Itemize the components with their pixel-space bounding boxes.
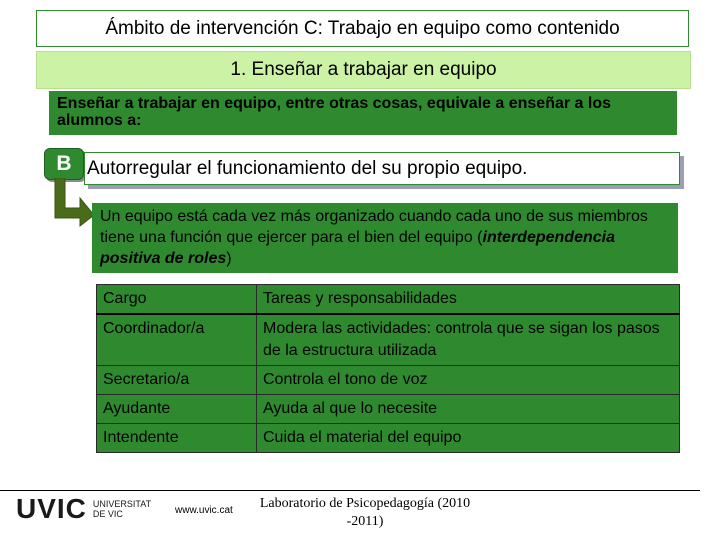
- table-row: [97, 424, 680, 453]
- roles-table: [96, 284, 680, 453]
- description-close-paren: ): [226, 250, 232, 267]
- table-cell-task: Controla el tono de voz: [257, 366, 680, 395]
- description-text: Un equipo está cada vez más organizado cuando cada uno de sus miembros tiene una función que ejercer para el bien del equipo: [100, 208, 648, 246]
- point-text: Autorregular el funcionamiento del su propio equipo.: [87, 157, 528, 179]
- table-cell-role: Intendente: [97, 424, 257, 453]
- intro-box: [49, 91, 677, 135]
- table-row: [97, 366, 680, 395]
- table-row: [97, 395, 680, 424]
- slide-title-text: Ámbito de intervención C: Trabajo en equipo como contenido: [105, 17, 620, 39]
- table-header-cargo: Cargo: [97, 285, 257, 315]
- table-cell-role: Secretario/a: [97, 366, 257, 395]
- description-emphasis: interdependencia positiva de roles: [100, 229, 615, 267]
- table-header-tareas: Tareas y responsabilidades: [257, 285, 680, 315]
- footer-divider: [0, 490, 700, 491]
- point-text-box: [84, 152, 680, 185]
- website-link[interactable]: www.uvic.cat: [175, 505, 233, 516]
- uvic-logo: [16, 493, 151, 525]
- logo-mark: UVIC: [16, 493, 87, 524]
- table-cell-role: Ayudante: [97, 395, 257, 424]
- table-cell-task: Ayuda al que lo necesite: [257, 395, 680, 424]
- logo-line-1: UNIVERSITAT: [92, 499, 152, 509]
- bent-arrow-icon: [52, 178, 96, 228]
- table-cell-task: Modera las actividades: controla que se sigan los pasos de la estructura utilizada: [257, 314, 680, 366]
- table-cell-task: Cuida el material del equipo: [257, 424, 680, 453]
- logo-line-2: DE VIC: [92, 509, 123, 519]
- table-cell-role: Coordinador/a: [97, 314, 257, 366]
- table-header-row: [97, 285, 680, 315]
- description-open-paren: (: [477, 229, 483, 246]
- table-row: [97, 314, 680, 366]
- lab-credit-line-2: -2011): [346, 514, 384, 529]
- lab-credit-line-1: Laboratorio de Psicopedagogía (2010: [259, 496, 471, 511]
- point-badge: [44, 148, 84, 180]
- section-subtitle: [36, 51, 691, 89]
- lab-credit: [255, 495, 475, 531]
- slide-title: [36, 10, 689, 47]
- point-badge-letter: B: [56, 152, 72, 175]
- section-subtitle-text: 1. Enseñar a trabajar en equipo: [230, 59, 497, 80]
- intro-text: Enseñar a trabajar en equipo, entre otras cosas, equivale a enseñar a los alumnos a:: [57, 95, 612, 129]
- description-box: [92, 203, 678, 273]
- logo-subtitle: [93, 499, 151, 519]
